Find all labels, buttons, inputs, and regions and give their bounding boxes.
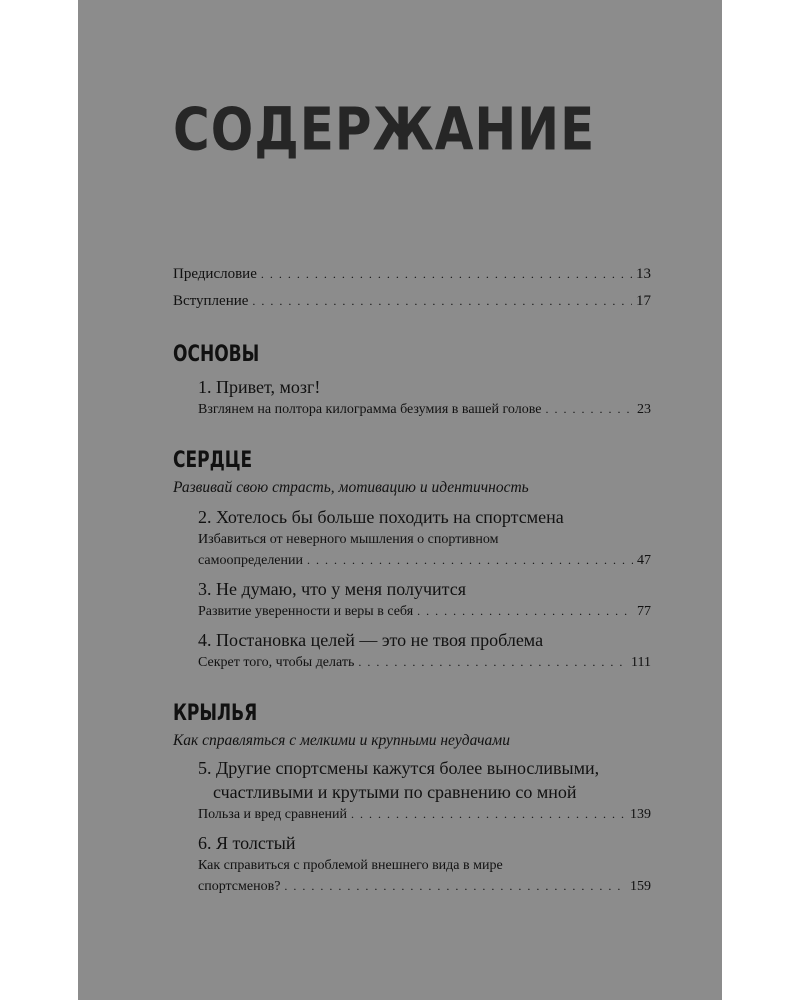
page-title: СОДЕРЖАНИЕ xyxy=(173,95,596,164)
page-number: 23 xyxy=(637,402,651,417)
page-number: 17 xyxy=(636,293,651,309)
chapter-title: 3. Не думаю, что у меня получится xyxy=(198,579,467,599)
chapter-subtitle: Секрет того, чтобы делать xyxy=(198,655,355,670)
section-subtitle: Развивай свою страсть, мотивацию и идентичность xyxy=(173,479,529,496)
toc-chapter-3[interactable] xyxy=(198,577,651,622)
toc-chapter-2[interactable] xyxy=(198,505,651,571)
toc-entry-introduction[interactable] xyxy=(173,293,651,310)
chapter-subtitle-row xyxy=(198,804,651,825)
toc-chapter-5[interactable] xyxy=(198,756,651,825)
chapter-title-continued: счастливыми и крутыми по сравнению со мной xyxy=(213,782,577,802)
leader-dots xyxy=(417,601,633,622)
toc-chapter-4[interactable] xyxy=(198,628,651,673)
chapter-title: 1. Привет, мозг! xyxy=(198,377,321,397)
page-number: 159 xyxy=(630,879,651,894)
toc-entry-preface[interactable] xyxy=(173,266,651,283)
chapter-subtitle: Избавиться от неверного мышления о спортивном xyxy=(198,532,499,547)
chapter-subtitle-row xyxy=(198,876,651,897)
toc xyxy=(173,266,651,897)
page-number: 139 xyxy=(630,807,651,822)
entry-label: Предисловие xyxy=(173,266,257,282)
chapter-subtitle: Польза и вред сравнений xyxy=(198,807,348,822)
leader-dots xyxy=(284,876,626,897)
page-number: 111 xyxy=(631,655,651,670)
leader-dots xyxy=(307,550,633,571)
leader-dots xyxy=(545,399,633,420)
chapter-subtitle-row xyxy=(198,550,651,571)
leader-dots xyxy=(358,652,627,673)
chapter-title: 6. Я толстый xyxy=(198,833,296,853)
chapter-subtitle-row xyxy=(198,399,651,420)
chapter-subtitle: самоопределении xyxy=(198,553,303,568)
chapter-title: 2. Хотелось бы больше походить на спортсмена xyxy=(198,507,564,527)
section-subtitle: Как справляться с мелкими и крупными неудачами xyxy=(173,732,510,749)
toc-chapter-1[interactable] xyxy=(198,375,651,420)
chapter-subtitle: спортсменов? xyxy=(198,879,281,894)
book-page xyxy=(78,0,722,1000)
chapter-subtitle: Развитие уверенности и веры в себя xyxy=(198,604,414,619)
leader-dots xyxy=(351,804,626,825)
entry-label: Вступление xyxy=(173,293,249,309)
leader-dots xyxy=(252,294,632,309)
chapter-subtitle-row xyxy=(198,601,651,622)
page-number: 77 xyxy=(637,604,651,619)
page-number: 47 xyxy=(637,553,651,568)
chapter-title: 4. Постановка целей — это не твоя проблема xyxy=(198,630,544,650)
section-heading: ОСНОВЫ xyxy=(173,342,260,367)
chapter-subtitle: Взглянем на полтора килограмма безумия в вашей голове xyxy=(198,402,542,417)
toc-chapter-6[interactable] xyxy=(198,831,651,897)
section-heading: СЕРДЦЕ xyxy=(173,448,253,473)
chapter-subtitle: Как справиться с проблемой внешнего вида в мире xyxy=(198,858,503,873)
chapter-subtitle-row xyxy=(198,652,651,673)
section-heading: КРЫЛЬЯ xyxy=(173,701,258,726)
page-number: 13 xyxy=(636,266,651,282)
leader-dots xyxy=(261,267,632,282)
chapter-title: 5. Другие спортсмены кажутся более выносливыми, xyxy=(198,758,600,778)
